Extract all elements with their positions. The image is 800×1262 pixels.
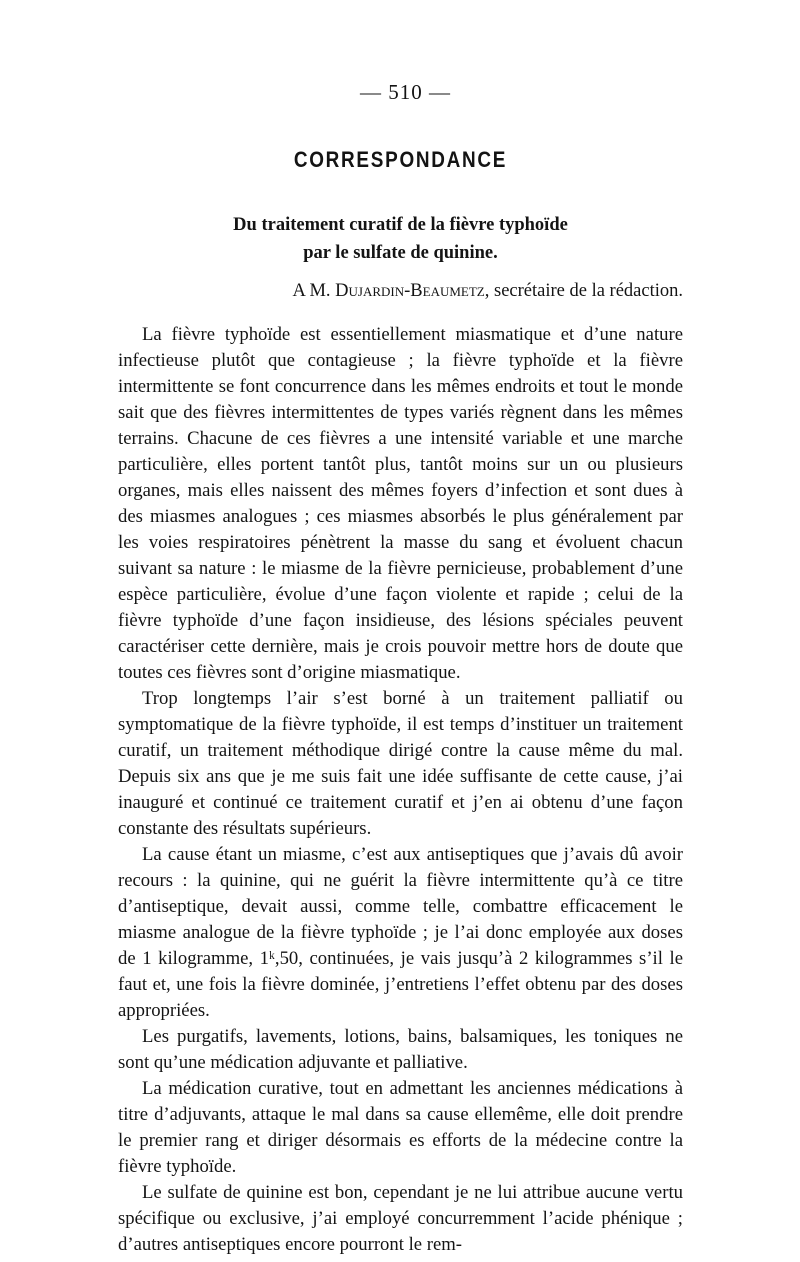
address-prefix: A M. xyxy=(292,281,331,301)
address-name: Dujardin-Beaumetz, xyxy=(335,281,490,301)
paragraph: Le sulfate de quinine est bon, cependant je ne lui attribue aucune vertu spécifique ou exclusive, j’ai employé concurremment l’acide phénique ; d’autres antiseptiques encore pourront le rem- xyxy=(118,1182,683,1255)
paragraph: La cause étant un miasme, c’est aux antiseptiques que j’avais dû avoir recours : la quinine, qui ne guérit la fièvre intermittente qu’à ce titre d’antiseptique, devait aussi, comme telle, combattre efficacement le miasme analogue de la fièvre typhoïde ; je l’ai donc employée aux doses de 1 kilogramme, 1ᵏ,50, continuées, je vais jusqu’à 2 kilogrammes s’il le faut et, une fois la fièvre dominée, j’entretiens l’effet obtenu par des doses appropriées. xyxy=(118,844,683,1021)
letter-address xyxy=(118,281,683,302)
page-number: — 510 — xyxy=(360,80,451,104)
paragraph: Les purgatifs, lavements, lotions, bains, balsamiques, les toniques ne sont qu’une médication adjuvante et palliative. xyxy=(118,1026,683,1073)
paragraph: Trop longtemps l’air s’est borné à un traitement palliatif ou symptomatique de la fièvre typhoïde, il est temps d’instituer un traitement curatif, un traitement méthodique dirigé contre la cause même du mal. Depuis six ans que je me suis fait une idée suffisante de cette cause, j’ai inauguré et continué ce traitement curatif et j’en ai obtenu d’une façon constante des résultats supérieurs. xyxy=(118,688,683,839)
article-body xyxy=(118,322,683,1258)
address-suffix: secrétaire de la rédaction. xyxy=(494,281,683,301)
article-title-line-2: par le sulfate de quinine. xyxy=(303,243,498,263)
section-title: CORRESPONDANCE xyxy=(293,147,508,172)
article-title xyxy=(118,211,683,267)
page xyxy=(118,80,683,1258)
paragraph: La médication curative, tout en admettant les anciennes médications à titre d’adjuvants, attaque le mal dans sa cause ellemême, elle doit prendre le premier rang et diriger désormais es efforts de la médecine contre la fièvre typhoïde. xyxy=(118,1078,683,1177)
article-title-line-1: Du traitement curatif de la fièvre typhoïde xyxy=(233,215,568,235)
paragraph: La fièvre typhoïde est essentiellement miasmatique et d’une nature infectieuse plutôt que contagieuse ; la fièvre typhoïde et la fièvre intermittente se font concurrence dans les mêmes endroits et tout le monde sait que des fièvres intermittentes de types variés règnent dans les mêmes terrains. Chacune de ces fièvres a une intensité variable et une marche particulière, elles portent tantôt plus, tantôt moins sur un ou plusieurs organes, mais elles naissent des mêmes foyers d’infection et sont dues à des miasmes analogues ; ces miasmes absorbés le plus généralement par les voies respiratoires pénètrent la masse du sang et évoluent chacun suivant sa nature : le miasme de la fièvre pernicieuse, probablement d’une espèce particulière, évolue d’une façon violente et rapide ; celui de la fièvre typhoïde d’une façon insidieuse, des lésions spéciales peuvent caractériser cette dernière, mais je crois pouvoir mettre hors de doute que toutes ces fièvres sont d’origine miasmatique. xyxy=(118,324,683,683)
